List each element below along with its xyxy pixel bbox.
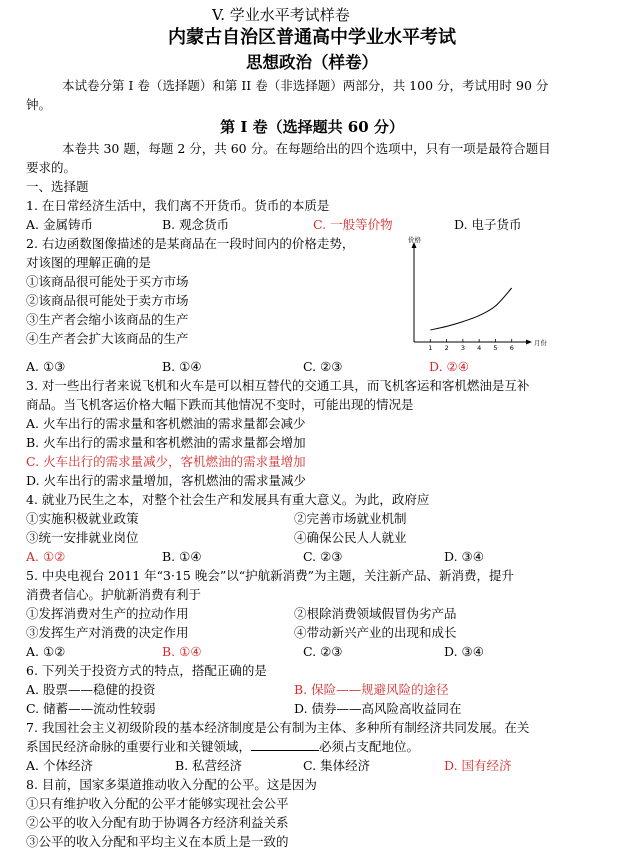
exam-title: 内蒙古自治区普通高中学业水平考试 (168, 27, 456, 48)
q8-statement-2: ②公平的收入分配有助于协调各方经济利益关系 (26, 815, 289, 830)
exam-subtitle: 思想政治（样卷） (246, 53, 378, 72)
q3-option-a: A. 火车出行的需求量和客机燃油的需求量都会减少 (26, 416, 306, 431)
q6-stem: 6. 下列关于投资方式的特点，搭配正确的是 (26, 663, 267, 678)
q4-statement-1: ①实施积极就业政策 (26, 511, 139, 526)
q3-option-c: C. 火车出行的需求量减少，客机燃油的需求量增加 (26, 454, 306, 469)
q7-option-b: B. 私营经济 (175, 758, 243, 773)
q4-stem: 4. 就业乃民生之本，对整个社会生产和发展具有重大意义。为此，政府应 (26, 492, 430, 507)
q5-statement-3: ③发挥生产对消费的决定作用 (26, 625, 189, 640)
q2-stem-1: 2. 右边函数图像描述的是某商品在一段时间内的价格走势， (26, 236, 355, 251)
q6-option-b: B. 保险——规避风险的途径 (294, 682, 449, 697)
q7-option-d: D. 国有经济 (444, 758, 512, 773)
q5-option-b: B. ①④ (162, 644, 202, 659)
q4-statement-2: ②完善市场就业机制 (294, 511, 407, 526)
intro-line-2: 钟。 (26, 97, 52, 112)
y-axis-label: 价格 (408, 236, 421, 244)
q5-stem-1: 5. 中央电视台 2011 年“3·15 晚会”以“护航新消费”为主题，关注新产品、新消费，提升 (26, 568, 515, 583)
price-trend-chart (400, 234, 560, 350)
q2-option-c: C. ②③ (303, 359, 343, 374)
q4-statement-4: ④确保公民人人就业 (294, 530, 407, 545)
q2-statement-4: ④生产者会扩大该商品的生产 (26, 331, 189, 346)
q7-stem-2 (26, 737, 419, 756)
q2-stem-2: 对该图的理解正确的是 (26, 255, 152, 270)
x-tick-label: 5 (493, 344, 498, 350)
q3-stem-1: 3. 对一些出行者来说飞机和火车是可以相互替代的交通工具，而飞机客运和客机燃油是互补 (26, 378, 530, 393)
section-heading: 一、选择题 (26, 179, 89, 194)
q2-option-b: B. ①④ (162, 359, 202, 374)
q4-option-a: A. ①② (26, 549, 66, 564)
x-tick-label: 6 (509, 344, 514, 350)
header-label: V. 学业水平考试样卷 (212, 6, 350, 24)
q7-stem-2-after-blank: 必须占支配地位。 (319, 739, 420, 754)
intro-line-1: 本试卷分第 I 卷（选择题）和第 II 卷（非选择题）两部分，共 100 分，考试用时 90 分 (62, 78, 549, 93)
q2-statement-1: ①该商品很可能处于买方市场 (26, 274, 189, 289)
q2-option-d: D. ②④ (429, 359, 469, 374)
q7-option-a: A. 个体经济 (26, 758, 93, 773)
q7-stem-1: 7. 我国社会主义初级阶段的基本经济制度是公有制为主体、多种所有制经济共同发展。在关 (26, 720, 530, 735)
x-tick-label: 1 (428, 344, 433, 350)
q4-statement-3: ③统一安排就业岗位 (26, 530, 139, 545)
q6-option-a: A. 股票——稳健的投资 (26, 682, 156, 697)
x-tick-label: 3 (460, 344, 465, 350)
q5-statement-1: ①发挥消费对生产的拉动作用 (26, 606, 189, 621)
q5-stem-2: 消费者信心。护航新消费有利于 (26, 587, 202, 602)
x-axis-arrow (526, 340, 532, 345)
q8-statement-1: ①只有维护收入分配的公平才能够实现社会公平 (26, 796, 289, 811)
q5-option-c: C. ②③ (303, 644, 343, 659)
q1-option-c: C. 一般等价物 (313, 217, 393, 232)
q2-statement-3: ③生产者会缩小该商品的生产 (26, 312, 189, 327)
q4-option-d: D. ③④ (444, 549, 484, 564)
q5-option-d: D. ③④ (444, 644, 484, 659)
q5-statement-2: ②根除消费领域假冒伪劣产品 (294, 606, 457, 621)
q7-stem-2-before-blank: 系国民经济命脉的重要行业和关键领域， (26, 739, 252, 754)
x-tick-label: 4 (477, 344, 482, 350)
q5-statement-4: ④带动新兴产业的出现和成长 (294, 625, 457, 640)
q4-option-c: C. ②③ (303, 549, 343, 564)
q3-option-b: B. 火车出行的需求量和客机燃油的需求量都会增加 (26, 435, 306, 450)
q1-option-d: D. 电子货币 (454, 217, 522, 232)
q2-option-a: A. ①③ (26, 359, 66, 374)
q1-option-b: B. 观念货币 (162, 217, 230, 232)
q1-option-a: A. 金属铸币 (26, 217, 93, 232)
q3-option-d: D. 火车出行的需求量增加，客机燃油的需求量减少 (26, 473, 307, 488)
q8-stem: 8. 目前，国家多渠道推动收入分配的公平。这是因为 (26, 777, 317, 792)
q7-answer-blank (251, 738, 319, 751)
x-tick-label: 2 (444, 344, 449, 350)
q5-option-a: A. ①② (26, 644, 66, 659)
q7-option-c: C. 集体经济 (303, 758, 371, 773)
section-title: 第 I 卷（选择题共 60 分） (220, 118, 404, 136)
section-desc-line-2: 要求的。 (26, 160, 77, 175)
q3-stem-2: 商品。当飞机客运价格大幅下跌而其他情况不变时，可能出现的情况是 (26, 397, 414, 412)
q6-option-c: C. 储蓄——流动性较弱 (26, 701, 156, 716)
q2-statement-2: ②该商品很可能处于卖方市场 (26, 293, 189, 308)
x-axis-label: 月份 (534, 339, 547, 347)
q4-option-b: B. ①④ (162, 549, 202, 564)
q6-option-d: D. 债券——高风险高收益同在 (294, 701, 462, 716)
section-desc-line-1: 本卷共 30 题，每题 2 分，共 60 分。在每题给出的四个选项中，只有一项是最符合题目 (62, 141, 551, 156)
q1-stem: 1. 在日常经济生活中，我们离不开货币。货币的本质是 (26, 198, 330, 213)
q8-statement-3: ③公平的收入分配和平均主义在本质上是一致的 (26, 834, 289, 849)
price-series-line (430, 288, 511, 330)
